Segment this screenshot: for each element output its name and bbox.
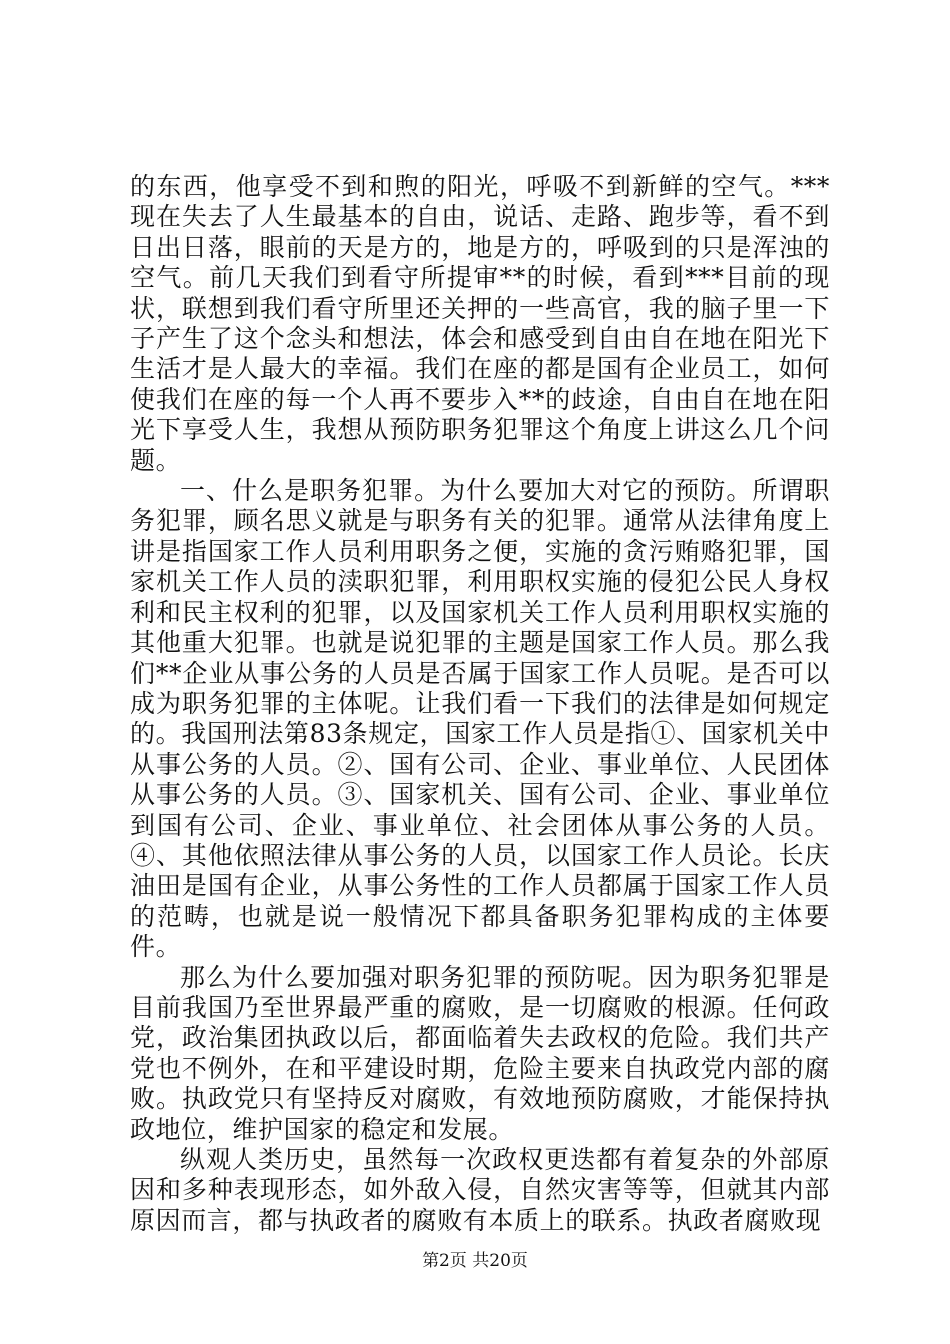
paragraph-continuation: 的东西，他享受不到和煦的阳光，呼吸不到新鲜的空气。***现在失去了人生最基本的自由，说话、走路、跑步等，看不到日出日落，眼前的天是方的，地是方的，呼吸到的只是浑浊的空气。前几天我们到看守所提审**的时候，看到***目前的现状，联想到我们看守所里还关押的一些高官，我的脑子里一下子产生了这个念头和想法，体会和感受到自由自在地在阳光下生活才是人最大的幸福。我们在座的都是国有企业员工，如何使我们在座的每一个人再不要步入**的歧途，自由自在地在阳光下享受人生，我想从预防职务犯罪这个角度上讲这么几个问题。 <box>130 172 830 475</box>
paragraph-prevention-reason: 那么为什么要加强对职务犯罪的预防呢。因为职务犯罪是目前我国乃至世界最严重的腐败，是一切腐败的根源。任何政党，政治集团执政以后，都面临着失去政权的危险。我们共产党也不例外，在和平建设时期，危险主要来自执政党内部的腐败。执政党只有坚持反对腐败，有效地预防腐败，才能保持执政地位，维护国家的稳定和发展。 <box>130 962 830 1144</box>
body-text <box>130 172 830 1236</box>
page-footer: 第2页 共20页 <box>422 1251 528 1271</box>
paragraph-history: 纵观人类历史，虽然每一次政权更迭都有着复杂的外部原因和多种表现形态，如外敌入侵，自然灾害等等，但就其内部原因而言，都与执政者的腐败有本质上的联系。执政者腐败现 <box>130 1145 830 1235</box>
paragraph-definition: 一、什么是职务犯罪。为什么要加大对它的预防。所谓职务犯罪，顾名思义就是与职务有关的犯罪。通常从法律角度上讲是指国家工作人员利用职务之便，实施的贪污贿赂犯罪，国家机关工作人员的渎职犯罪，利用职权实施的侵犯公民人身权利和民主权利的犯罪，以及国家机关工作人员利用职权实施的其他重大犯罪。也就是说犯罪的主题是国家工作人员。那么我们**企业从事公务的人员是否属于国家工作人员呢。是否可以成为职务犯罪的主体呢。让我们看一下我们的法律是如何规定的。我国刑法第83条规定，国家工作人员是指①、国家机关中从事公务的人员。②、国有公司、企业、事业单位、人民团体从事公务的人员。③、国家机关、国有公司、企业、事业单位到国有公司、企业、事业单位、社会团体从事公务的人员。④、其他依照法律从事公务的人员，以国家工作人员论。长庆油田是国有企业，从事公务性的工作人员都属于国家工作人员的范畴，也就是说一般情况下都具备职务犯罪构成的主体要件。 <box>130 476 830 962</box>
